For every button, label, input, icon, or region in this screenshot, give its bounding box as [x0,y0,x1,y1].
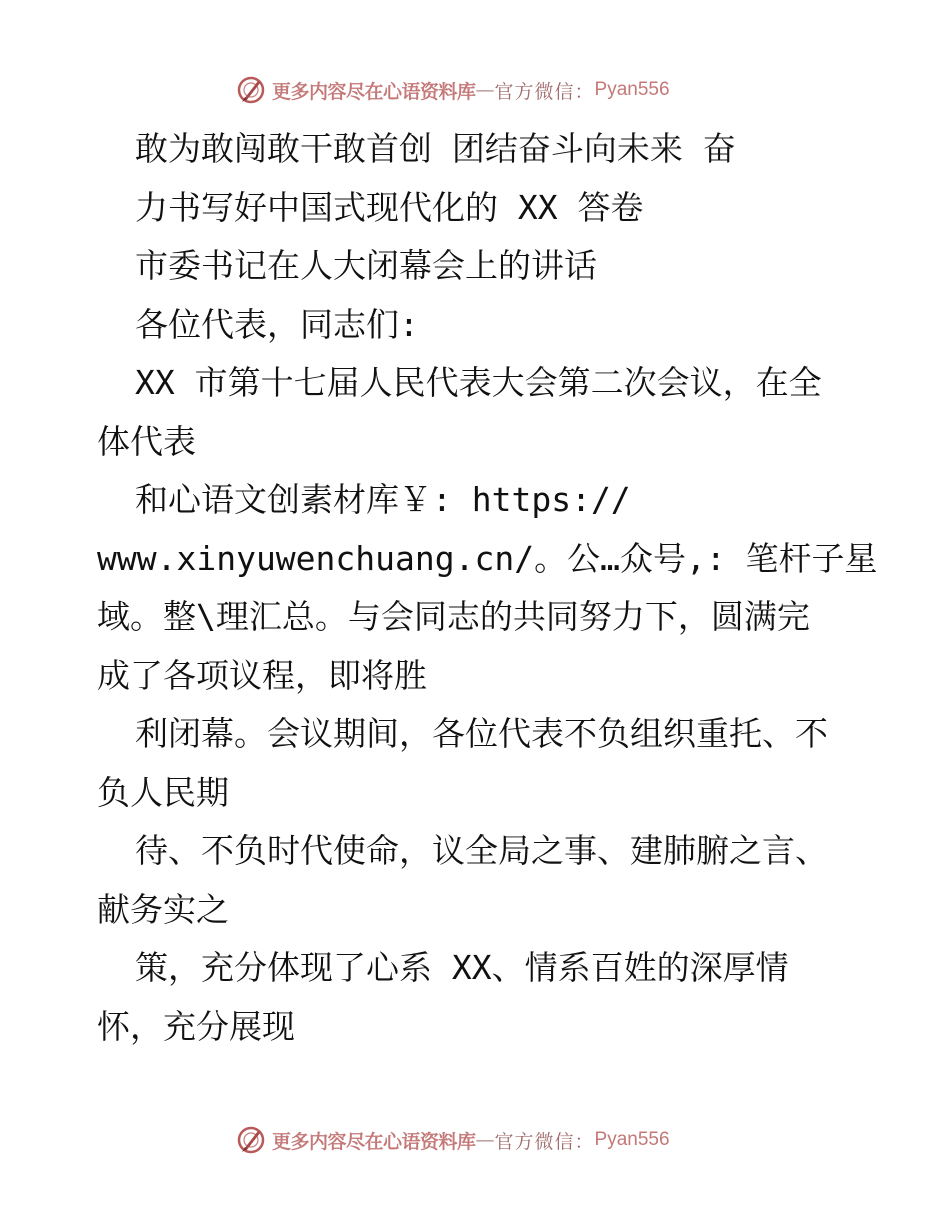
doc-paragraph-line: 负人民期 [97,772,229,812]
doc-paragraph-line: 和心语文创素材库￥: https:// [135,480,631,519]
doc-title-line-2: 力书写好中国式现代化的 XX 答卷 [135,187,644,227]
document-body [97,120,878,1056]
header-separator: — [475,79,495,101]
header-wechat-label: 官方微信： [494,80,595,103]
doc-paragraph-line: 成了各项议程，即将胜 [97,655,427,695]
quill-pen-circle-icon [236,75,266,105]
doc-paragraph-line: www.xinyuwenchuang.cn/。公…众号,: 笔杆子星 [97,538,878,578]
header-site-name: 更多内容尽在心语资料库 [272,80,476,103]
quill-pen-circle-icon [236,1125,266,1155]
doc-paragraph-line: XX 市第十七届人民代表大会第二次会议，在全 [135,363,822,402]
footer-site-name: 更多内容尽在心语资料库 [272,1130,476,1153]
doc-paragraph-line: 策，充分体现了心系 XX、情系百姓的深厚情 [135,948,789,987]
doc-paragraph-line: 域。整\理汇总。与会同志的共同努力下，圆满完 [97,597,810,636]
header-wechat-id: Pyan556 [594,79,670,100]
footer-separator: — [475,1129,495,1151]
doc-subtitle: 市委书记在人大闭幕会上的讲话 [135,246,597,285]
doc-title-line-1: 敢为敢闯敢干敢首创 团结奋斗向未来 奋 [135,129,736,168]
footer-watermark-banner [236,1124,670,1156]
header-watermark-banner [236,74,670,106]
doc-paragraph-line: 怀，充分展现 [97,1006,295,1046]
doc-paragraph-line: 利闭幕。会议期间，各位代表不负组织重托、不 [135,714,828,753]
doc-paragraph-line: 体代表 [97,421,196,461]
doc-salutation: 各位代表，同志们: [135,304,419,344]
doc-paragraph-line: 待、不负时代使命，议全局之事、建肺腑之言、 [135,831,828,870]
doc-paragraph-line: 献务实之 [97,889,229,929]
footer-wechat-label: 官方微信： [494,1130,595,1153]
footer-wechat-id: Pyan556 [594,1129,670,1150]
